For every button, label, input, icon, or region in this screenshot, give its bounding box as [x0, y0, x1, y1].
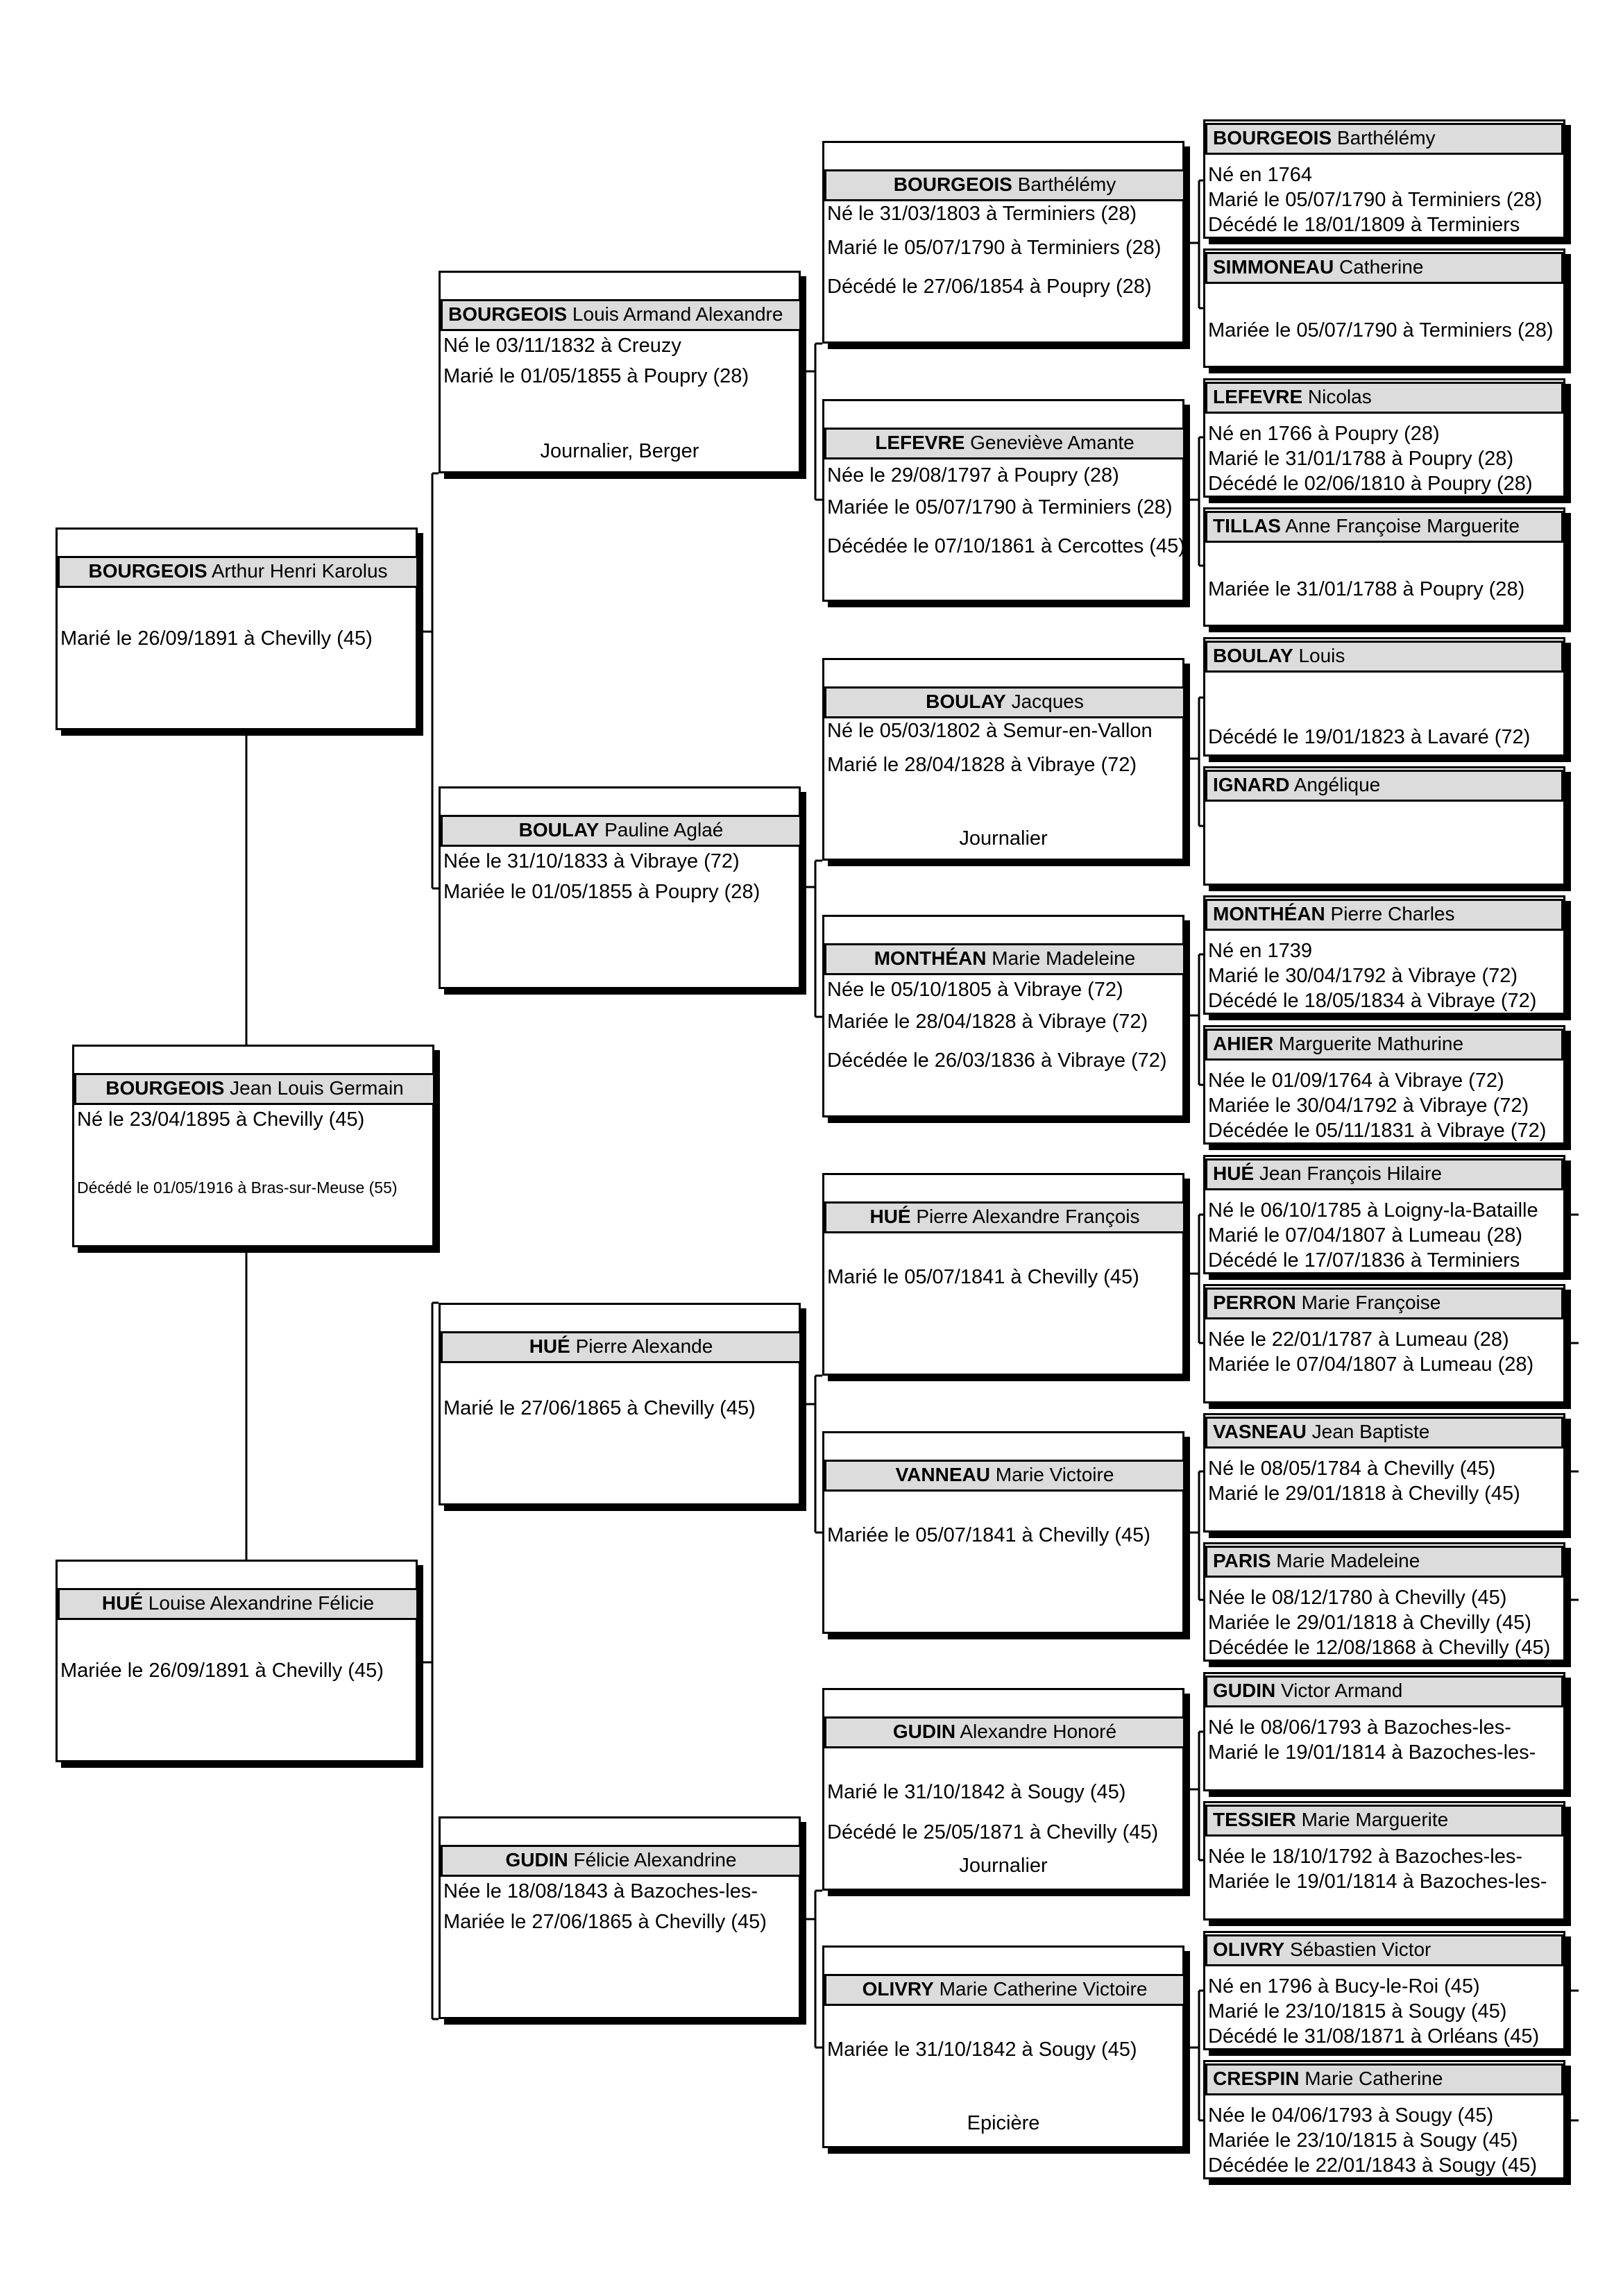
person-card-p2	[56, 527, 418, 730]
person-detail-line: Né le 06/10/1785 à Loigny-la-Bataille	[1208, 1199, 1538, 1222]
person-detail-line: Mariée le 05/07/1790 à Terminiers (28)	[827, 496, 1173, 518]
person-card-p6	[439, 1303, 801, 1505]
given-names: Geneviève Amante	[970, 432, 1135, 453]
given-names: Barthélémy	[1017, 174, 1116, 195]
person-detail-line: Marié le 05/07/1790 à Terminiers (28)	[827, 237, 1162, 259]
person-name	[1205, 1417, 1563, 1449]
person-detail-line: Décédé le 02/06/1810 à Poupry (28)	[1208, 473, 1533, 495]
person-name	[824, 1716, 1185, 1748]
person-detail-line: Née le 05/10/1805 à Vibraye (72)	[827, 979, 1123, 1001]
person-detail-line: Né le 05/03/1802 à Semur-en-Vallon	[827, 720, 1153, 742]
person-card-p7	[439, 1816, 801, 2019]
person-detail-line: Décédée le 05/11/1831 à Vibraye (72)	[1208, 1120, 1547, 1142]
given-names: Jean Louis Germain	[230, 1077, 404, 1099]
person-detail-line: Décédée le 26/03/1836 à Vibraye (72)	[827, 1049, 1167, 1072]
person-detail-line: Né le 23/04/1895 à Chevilly (45)	[77, 1108, 365, 1131]
person-card-p25	[1203, 1284, 1565, 1403]
surname: BOULAY	[926, 691, 1006, 712]
person-card-p10	[822, 658, 1184, 861]
surname: IGNARD	[1213, 774, 1290, 795]
person-name	[824, 1460, 1185, 1492]
person-detail-line: Né en 1766 à Poupry (28)	[1208, 423, 1440, 445]
given-names: Angélique	[1293, 774, 1381, 795]
person-detail-line: Mariée le 07/04/1807 à Lumeau (28)	[1208, 1353, 1534, 1376]
given-names: Anne Françoise Marguerite	[1285, 515, 1520, 537]
given-names: Jacques	[1011, 691, 1084, 712]
person-name	[74, 1073, 435, 1105]
surname: VANNEAU	[895, 1464, 990, 1485]
person-detail-line: Née le 08/12/1780 à Chevilly (45)	[1208, 1587, 1507, 1609]
person-name	[824, 169, 1185, 201]
given-names: Alexandre Honoré	[960, 1721, 1117, 1742]
person-detail-line: Né le 08/06/1793 à Bazoches-les-	[1208, 1716, 1511, 1739]
person-detail-line: Née le 22/01/1787 à Lumeau (28)	[1208, 1328, 1509, 1351]
person-card-p29	[1203, 1801, 1565, 1921]
person-detail-line: Née le 04/06/1793 à Sougy (45)	[1208, 2104, 1494, 2127]
person-detail-line: Journalier, Berger	[540, 440, 699, 462]
person-detail-line: Marié le 31/01/1788 à Poupry (28)	[1208, 448, 1514, 470]
given-names: Félicie Alexandrine	[573, 1849, 737, 1871]
person-name	[441, 299, 801, 331]
given-names: Nicolas	[1307, 386, 1372, 407]
person-card-p4	[439, 271, 801, 473]
surname: SIMMONEAU	[1213, 256, 1334, 278]
given-names: Pauline Aglaé	[604, 819, 724, 841]
person-card-p15	[822, 1945, 1184, 2148]
person-detail-line: Mariée le 27/06/1865 à Chevilly (45)	[443, 1911, 767, 1933]
person-card-p20	[1203, 637, 1565, 757]
surname: BOULAY	[518, 819, 600, 841]
person-detail-line: Mariée le 23/10/1815 à Sougy (45)	[1208, 2129, 1518, 2152]
person-detail-line: Né en 1796 à Bucy-le-Roi (45)	[1208, 1975, 1480, 1998]
surname: HUÉ	[101, 1592, 144, 1614]
person-card-p5	[439, 786, 801, 989]
person-name	[441, 1845, 801, 1877]
person-card-p16	[1203, 119, 1565, 239]
person-detail-line: Mariée le 31/01/1788 à Poupry (28)	[1208, 578, 1525, 600]
person-detail-line: Mariée le 30/04/1792 à Vibraye (72)	[1208, 1095, 1529, 1117]
person-name	[1205, 1288, 1563, 1319]
person-detail-line: Marié le 05/07/1790 à Terminiers (28)	[1208, 189, 1543, 211]
surname: GUDIN	[1213, 1680, 1276, 1701]
person-detail-line: Marié le 29/01/1818 à Chevilly (45)	[1208, 1483, 1520, 1505]
person-detail-line: Journalier	[959, 827, 1048, 850]
person-name	[824, 1974, 1185, 2006]
person-name	[1205, 1675, 1563, 1707]
person-name	[1205, 1546, 1563, 1578]
surname: HUÉ	[869, 1206, 911, 1227]
person-detail-line: Née le 18/10/1792 à Bazoches-les-	[1208, 1846, 1523, 1868]
person-name	[824, 686, 1185, 718]
person-name	[1205, 382, 1563, 414]
person-card-p24	[1203, 1155, 1565, 1274]
surname: BOURGEOIS	[893, 174, 1012, 195]
person-name	[1205, 2063, 1563, 2095]
surname: BOULAY	[1213, 645, 1293, 666]
person-card-p19	[1203, 507, 1565, 627]
person-detail-line: Marié le 23/10/1815 à Sougy (45)	[1208, 2000, 1507, 2023]
person-card-p1	[72, 1045, 434, 1247]
given-names: Louis Armand Alexandre	[572, 303, 783, 325]
person-detail-line: Décédé le 25/05/1871 à Chevilly (45)	[827, 1821, 1159, 1843]
person-card-p11	[822, 915, 1184, 1117]
person-card-p18	[1203, 378, 1565, 498]
person-detail-line: Mariée le 31/10/1842 à Sougy (45)	[827, 2038, 1137, 2061]
given-names: Pierre Charles	[1330, 903, 1455, 925]
person-name	[824, 1201, 1185, 1233]
person-name	[1205, 511, 1563, 543]
person-detail-line: Mariée le 05/07/1790 à Terminiers (28)	[1208, 319, 1554, 341]
person-detail-line: Décédée le 12/08/1868 à Chevilly (45)	[1208, 1637, 1551, 1659]
surname: PERRON	[1213, 1292, 1296, 1313]
surname: BOURGEOIS	[105, 1077, 225, 1099]
person-name	[58, 1588, 418, 1620]
person-detail-line: Décédé le 31/08/1871 à Orléans (45)	[1208, 2025, 1540, 2048]
surname: BOURGEOIS	[448, 303, 568, 325]
person-detail-line: Marié le 27/06/1865 à Chevilly (45)	[443, 1397, 756, 1419]
person-name	[1205, 1934, 1563, 1966]
person-detail-line: Mariée le 26/09/1891 à Chevilly (45)	[60, 1660, 384, 1682]
person-card-p8	[822, 141, 1184, 344]
person-detail-line: Mariée le 29/01/1818 à Chevilly (45)	[1208, 1612, 1531, 1634]
person-name	[441, 815, 801, 847]
person-detail-line: Journalier	[959, 1855, 1048, 1877]
given-names: Marie Victoire	[995, 1464, 1114, 1485]
person-card-p13	[822, 1431, 1184, 1634]
given-names: Marguerite Mathurine	[1278, 1033, 1464, 1054]
surname: GUDIN	[892, 1721, 956, 1742]
person-detail-line: Décédée le 07/10/1861 à Cercottes (45)	[827, 535, 1185, 557]
given-names: Pierre Alexandre François	[916, 1206, 1140, 1227]
person-detail-line: Marié le 07/04/1807 à Lumeau (28)	[1208, 1224, 1523, 1247]
person-name	[1205, 641, 1563, 673]
surname: BOURGEOIS	[88, 560, 207, 582]
surname: VASNEAU	[1213, 1421, 1307, 1442]
surname: LEFEVRE	[875, 432, 965, 453]
given-names: Pierre Alexande	[575, 1335, 713, 1357]
surname: LEFEVRE	[1213, 386, 1303, 407]
person-card-p27	[1203, 1542, 1565, 1662]
person-detail-line: Mariée le 05/07/1841 à Chevilly (45)	[827, 1524, 1150, 1546]
person-name	[1205, 1158, 1563, 1190]
person-detail-line: Né le 31/03/1803 à Terminiers (28)	[827, 203, 1137, 225]
person-detail-line: Né le 08/05/1784 à Chevilly (45)	[1208, 1458, 1496, 1480]
person-detail-line: Née le 31/10/1833 à Vibraye (72)	[443, 850, 740, 872]
person-detail-line: Décédé le 18/05/1834 à Vibraye (72)	[1208, 990, 1537, 1012]
person-detail-line: Marié le 31/10/1842 à Sougy (45)	[827, 1781, 1126, 1803]
person-detail-line: Née le 18/08/1843 à Bazoches-les-	[443, 1880, 758, 1902]
person-detail-line: Décédé le 17/07/1836 à Terminiers	[1208, 1249, 1520, 1272]
person-name	[1205, 770, 1563, 802]
person-card-p17	[1203, 248, 1565, 368]
given-names: Marie Madeleine	[992, 947, 1136, 969]
surname: BOURGEOIS	[1213, 127, 1332, 149]
person-detail-line: Né en 1739	[1208, 940, 1312, 962]
surname: OLIVRY	[1213, 1939, 1285, 1960]
person-detail-line: Mariée le 19/01/1814 à Bazoches-les-	[1208, 1871, 1547, 1893]
person-card-p12	[822, 1173, 1184, 1376]
person-detail-line: Marié le 26/09/1891 à Chevilly (45)	[60, 627, 373, 650]
given-names: Sébastien Victor	[1289, 1939, 1431, 1960]
person-card-p3	[56, 1560, 418, 1762]
person-card-p31	[1203, 2060, 1565, 2179]
surname: MONTHÉAN	[874, 947, 987, 969]
person-detail-line: Né en 1764	[1208, 164, 1312, 186]
given-names: Louise Alexandrine Félicie	[148, 1592, 375, 1614]
person-card-p23	[1203, 1025, 1565, 1145]
given-names: Jean François Hilaire	[1259, 1163, 1442, 1184]
given-names: Marie Catherine Victoire	[939, 1978, 1148, 2000]
given-names: Marie Marguerite	[1301, 1809, 1449, 1830]
person-detail-line: Décédé le 27/06/1854 à Poupry (28)	[827, 276, 1152, 298]
given-names: Catherine	[1339, 256, 1424, 278]
given-names: Marie Catherine	[1305, 2068, 1443, 2089]
surname: MONTHÉAN	[1213, 903, 1325, 925]
person-name	[1205, 1805, 1563, 1837]
person-detail-line: Epicière	[967, 2112, 1040, 2134]
person-name	[824, 943, 1185, 975]
given-names: Louis	[1298, 645, 1345, 666]
person-name	[1205, 899, 1563, 931]
person-detail-line: Mariée le 28/04/1828 à Vibraye (72)	[827, 1011, 1148, 1033]
person-detail-line: Marié le 28/04/1828 à Vibraye (72)	[827, 754, 1137, 776]
person-card-p21	[1203, 766, 1565, 886]
person-detail-line: Marié le 05/07/1841 à Chevilly (45)	[827, 1266, 1139, 1288]
person-name	[441, 1331, 801, 1363]
surname: HUÉ	[529, 1335, 570, 1357]
person-detail-line: Né le 03/11/1832 à Creuzy	[443, 335, 681, 357]
person-detail-line: Marié le 01/05/1855 à Poupry (28)	[443, 365, 749, 387]
given-names: Barthélémy	[1336, 127, 1436, 149]
person-card-p22	[1203, 895, 1565, 1015]
given-names: Arthur Henri Karolus	[211, 560, 388, 582]
person-detail-line: Marié le 30/04/1792 à Vibraye (72)	[1208, 965, 1518, 987]
person-card-p9	[822, 399, 1184, 602]
person-detail-line: Décédée le 22/01/1843 à Sougy (45)	[1208, 2154, 1538, 2177]
given-names: Marie Madeleine	[1276, 1550, 1420, 1571]
surname: OLIVRY	[862, 1978, 934, 2000]
surname: TILLAS	[1213, 515, 1281, 537]
person-card-p26	[1203, 1413, 1565, 1533]
given-names: Victor Armand	[1281, 1680, 1403, 1701]
person-card-p30	[1203, 1931, 1565, 2050]
person-name	[824, 428, 1185, 459]
person-name	[1205, 123, 1563, 155]
surname: HUÉ	[1213, 1163, 1255, 1184]
person-name	[1205, 1029, 1563, 1061]
person-detail-line: Décédé le 01/05/1916 à Bras-sur-Meuse (55)	[77, 1179, 398, 1197]
surname: AHIER	[1213, 1033, 1274, 1054]
person-detail-line: Née le 29/08/1797 à Poupry (28)	[827, 464, 1119, 487]
surname: GUDIN	[505, 1849, 568, 1871]
person-detail-line: Décédé le 18/01/1809 à Terminiers	[1208, 214, 1520, 236]
person-card-p14	[822, 1688, 1184, 1891]
surname: CRESPIN	[1213, 2068, 1300, 2089]
person-detail-line: Mariée le 01/05/1855 à Poupry (28)	[443, 881, 760, 903]
person-detail-line: Décédé le 19/01/1823 à Lavaré (72)	[1208, 726, 1531, 748]
person-name	[1205, 252, 1563, 284]
person-name	[58, 556, 418, 588]
surname: PARIS	[1213, 1550, 1271, 1571]
person-detail-line: Née le 01/09/1764 à Vibraye (72)	[1208, 1070, 1504, 1092]
person-card-p28	[1203, 1672, 1565, 1791]
given-names: Marie Françoise	[1301, 1292, 1441, 1313]
surname: TESSIER	[1213, 1809, 1296, 1830]
given-names: Jean Baptiste	[1311, 1421, 1430, 1442]
person-detail-line: Marié le 19/01/1814 à Bazoches-les-	[1208, 1741, 1536, 1764]
